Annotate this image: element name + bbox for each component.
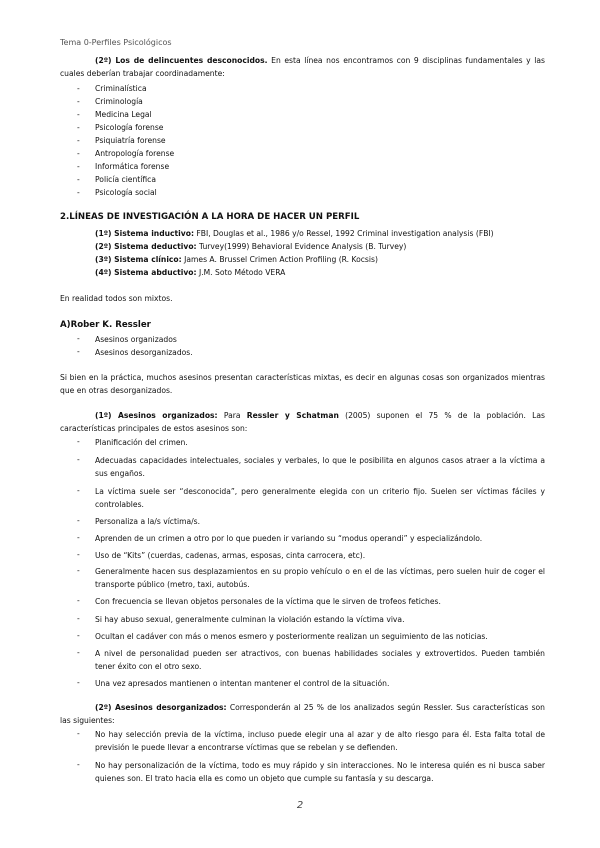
bullet-dash: - [77,760,80,769]
bullet-dash: - [77,648,80,657]
system-text: Turvey(1999) Behavioral Evidence Analysis (B. Turvey) [196,242,407,251]
system-item [95,268,285,277]
bullet-dash: - [77,614,80,623]
system-text: James A. Brussel Crimen Action Profiling (R. Kocsis) [181,255,378,264]
bullet-dash: - [77,84,80,93]
list-item: Criminalística [95,84,147,93]
list-item: No hay selección previa de la víctima, incluso puede elegir una al azar y de alto riesgo para él. Esta falta total de previsión le puede llevar a encontrarse víctimas que se rebelan y se defienden. [95,730,545,752]
page-number: 2 [296,800,304,811]
list-item: Planificación del crimen. [95,438,188,447]
list-item: Si hay abuso sexual, generalmente culminan la violación estando la víctima viva. [95,615,405,624]
subsection-heading: A)Rober K. Ressler [60,320,151,330]
bullet-dash: - [77,149,80,158]
list-item: Asesinos desorganizados. [95,348,193,357]
disorganized-intro [60,702,545,727]
bullet-dash: - [77,678,80,687]
list-item: Criminología [95,97,143,106]
system-label: (4º) Sistema abductivo: [95,268,197,277]
bullet-dash: - [77,347,80,356]
bullet-dash: - [77,729,80,738]
page-header: Tema 0-Perfiles Psicológicos [60,38,172,47]
bullet-dash: - [77,334,80,343]
bullet-dash: - [77,516,80,525]
list-item: No hay personalización de la víctima, todo es muy rápido y sin interacciones. No le interesa quién es ni busca saber quienes son. El trato hacia ella es como un objeto que cumple su fantasía y su descarga. [95,761,545,783]
bullet-dash: - [77,437,80,446]
system-item [95,255,378,264]
bullet-dash: - [77,175,80,184]
list-item: La víctima suele ser “desconocida”, pero generalmente elegida con un criterio fijo. Suelen ser víctimas fáciles y controlables. [95,487,545,509]
bullet-dash: - [77,97,80,106]
bullet-dash: - [77,123,80,132]
list-item: Adecuadas capacidades intelectuales, sociales y verbales, lo que le posibilita en algunos casos atraer a la víctima a sus engaños. [95,456,545,478]
list-item: Psiquiatría forense [95,136,166,145]
organized-text: Para [217,411,247,420]
list-item: Psicología forense [95,123,164,132]
list-item: Informática forense [95,162,170,171]
disorganized-lead: (2º) Asesinos desorganizados: [95,703,227,712]
bullet-dash: - [77,136,80,145]
bullet-dash: - [77,596,80,605]
organized-authors: Ressler y Schatman [246,411,339,420]
bullet-dash: - [77,110,80,119]
list-item: Aprenden de un crimen a otro por lo que pueden ir variando su “modus operandi” y especializándolo. [95,534,483,543]
system-label: (1º) Sistema inductivo: [95,229,194,238]
bullet-dash: - [77,533,80,542]
disorganized-text: Corresponderán al 25 % de los analizados según Ressler. Sus características son las siguientes: [60,703,545,725]
list-item: A nivel de personalidad pueden ser atractivos, con buenas habilidades sociales y extrovertidos. Pueden también tener éxito con el otro sexo. [95,649,545,671]
list-item: Medicina Legal [95,110,152,119]
intro-text: En esta línea nos encontramos con 9 disciplinas fundamentales y las cuales deberían trabajar coordinadamente: [60,56,545,78]
list-item: Generalmente hacen sus desplazamientos en su propio vehículo o en el de las víctimas, pero suelen huir de coger el transporte público (metro, taxi, autobús. [95,567,545,589]
system-text: FBI, Douglas et al., 1986 y/o Ressel, 1992 Criminal investigation analysis (FBI) [194,229,494,238]
section-heading: 2.LÍNEAS DE INVESTIGACIÓN A LA HORA DE HACER UN PERFIL [60,212,360,222]
system-item [95,242,406,251]
list-item: Ocultan el cadáver con más o menos esmero y posteriormente realizan un seguimiento de las noticias. [95,632,488,641]
list-item: Personaliza a la/s víctima/s. [95,517,201,526]
mixed-paragraph: Si bien en la práctica, muchos asesinos presentan características mixtas, es decir en algunas cosas son organizados mientras que en otras desorganizados. [60,373,545,395]
organized-lead: (1º) Asesinos organizados: [95,411,218,420]
mixed-note: En realidad todos son mixtos. [60,294,173,303]
bullet-dash: - [77,566,80,575]
list-item: Uso de “Kits” (cuerdas, cadenas, armas, esposas, cinta carrocera, etc). [95,551,366,560]
list-item: Policía científica [95,175,156,184]
system-label: (2º) Sistema deductivo: [95,242,197,251]
bullet-dash: - [77,550,80,559]
intro-lead: (2º) Los de delincuentes desconocidos. [95,56,268,65]
bullet-dash: - [77,631,80,640]
bullet-dash: - [77,162,80,171]
bullet-dash: - [77,188,80,197]
system-label: (3º) Sistema clínico: [95,255,182,264]
list-item: Antropología forense [95,149,175,158]
list-item: Con frecuencia se llevan objetos personales de la víctima que le sirven de trofeos fetiches. [95,597,441,606]
bullet-dash: - [77,455,80,464]
organized-text: (2005) suponen el 75 % de la población. Las características principales de estos asesinos son: [60,411,545,433]
system-text: J.M. Soto Método VERA [196,268,286,277]
system-item [95,229,494,238]
list-item: Psicología social [95,188,157,197]
list-item: Una vez apresados mantienen o intentan mantener el control de la situación. [95,679,390,688]
bullet-dash: - [77,486,80,495]
intro-paragraph [60,55,545,80]
list-item: Asesinos organizados [95,335,177,344]
organized-intro [60,410,545,435]
